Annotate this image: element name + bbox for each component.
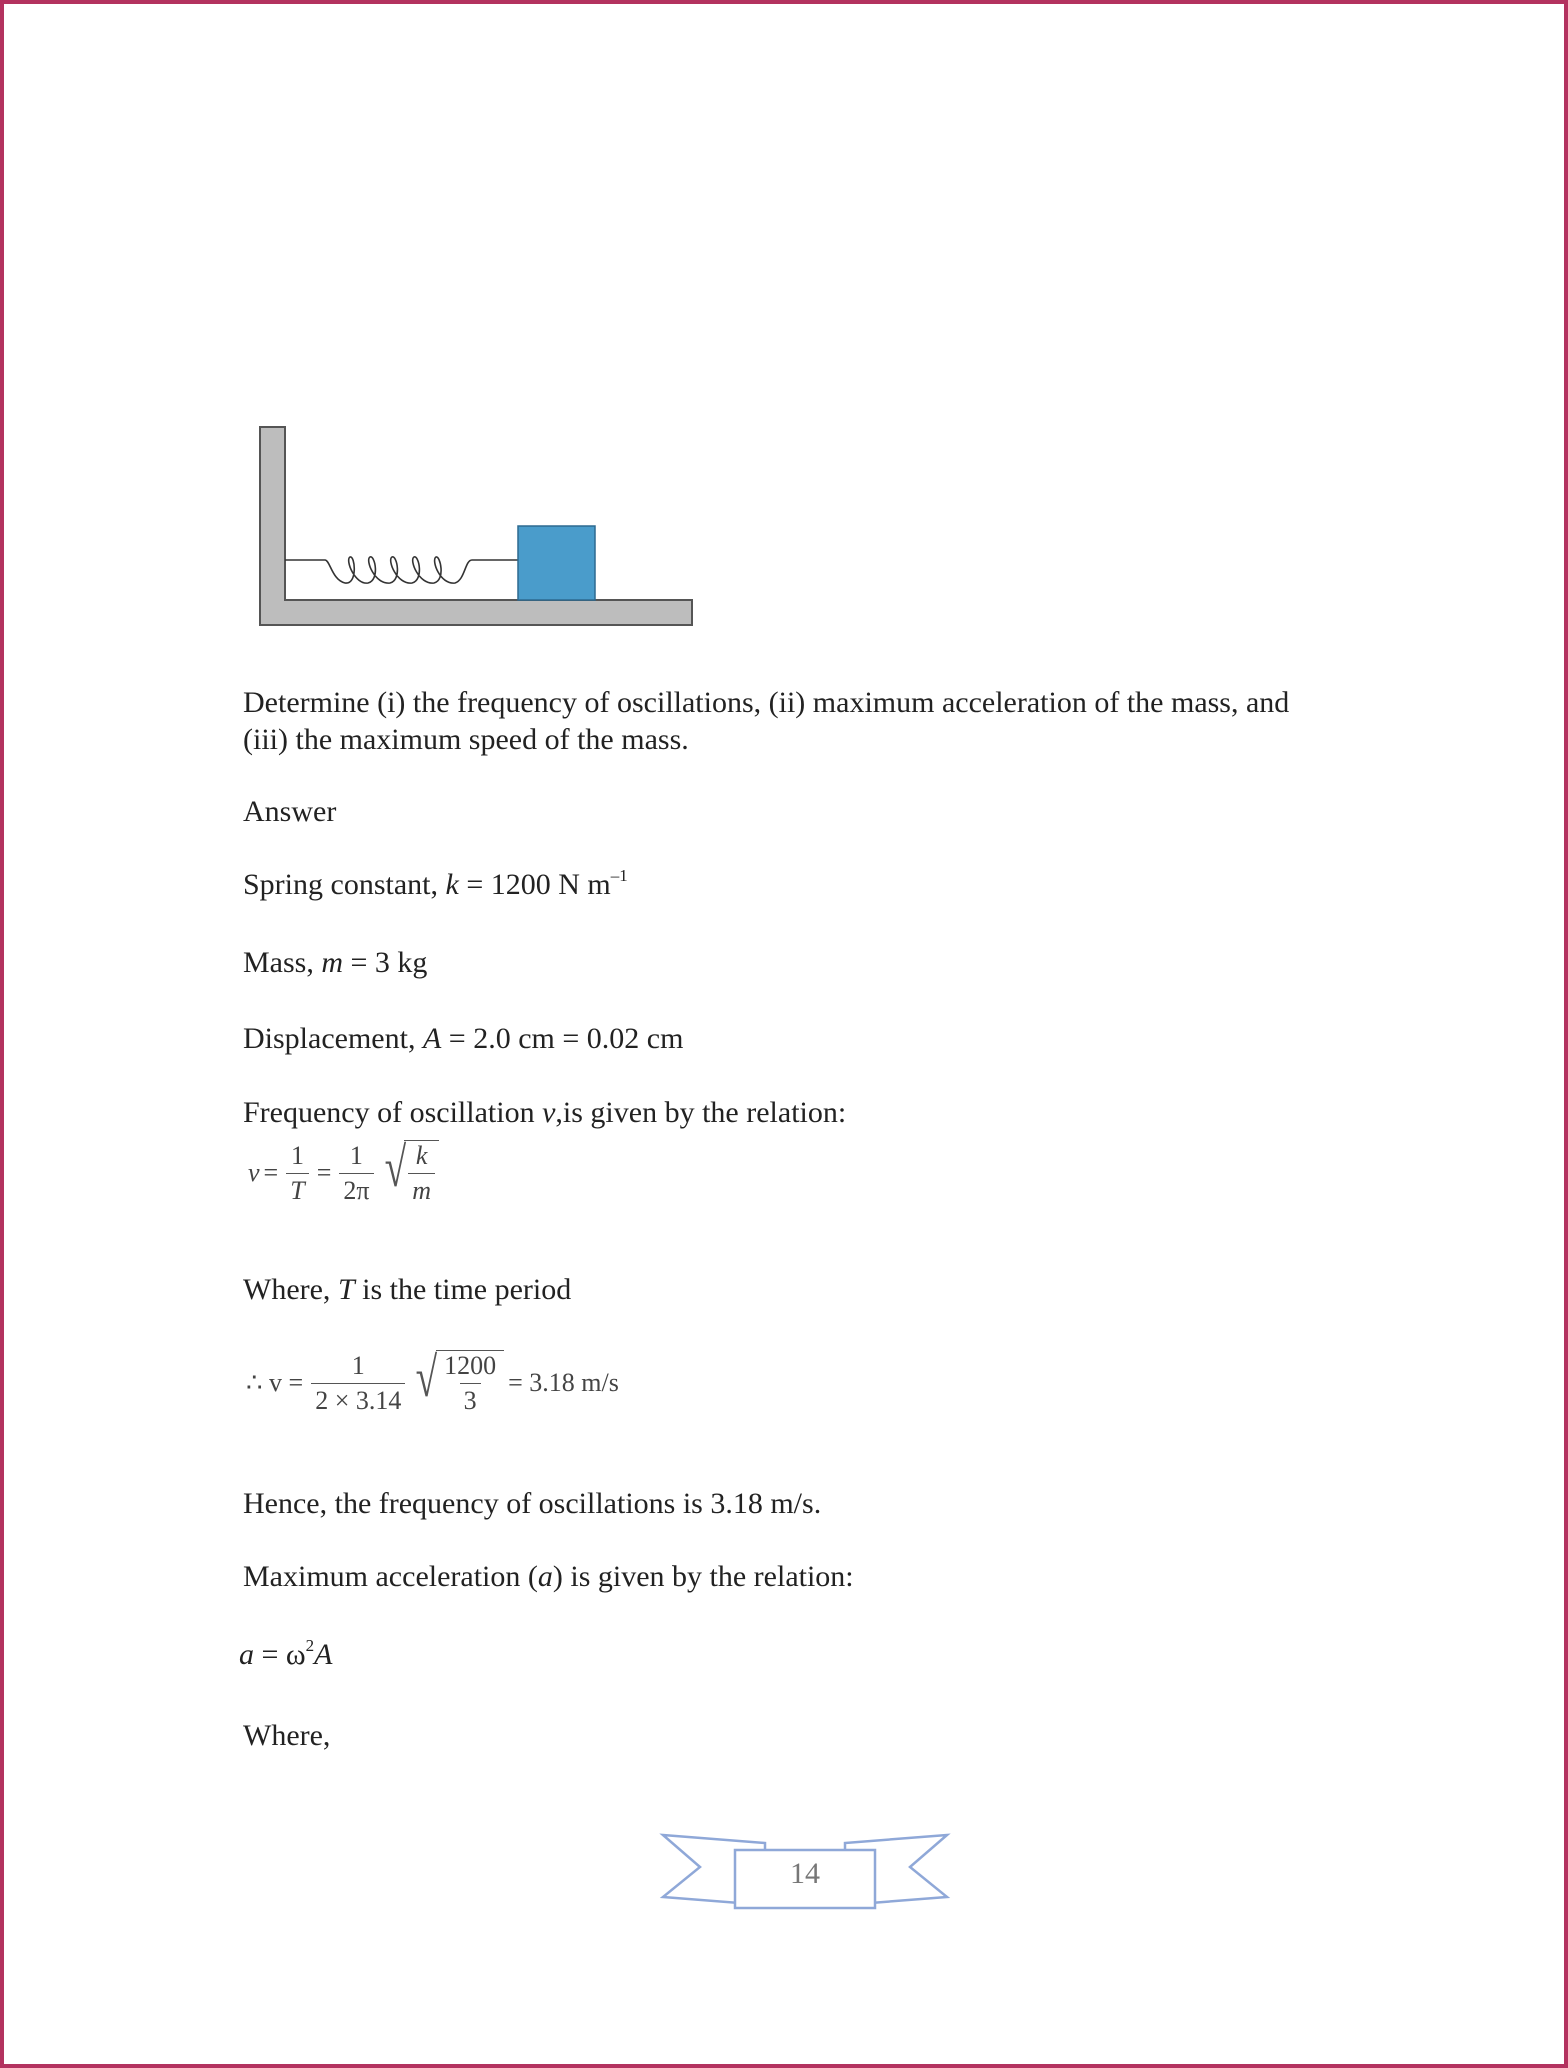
text: = ω (254, 1638, 306, 1671)
frequency-intro (243, 1095, 846, 1131)
spring-mass-diagram (250, 420, 700, 635)
label: Spring constant, (243, 868, 446, 901)
var: k (445, 868, 459, 901)
denominator: 2π (339, 1173, 373, 1206)
fraction (311, 1351, 405, 1416)
square-root (411, 1347, 504, 1416)
radical-icon: √ (416, 1347, 438, 1409)
denominator: 3 (460, 1383, 481, 1416)
formula-acceleration (239, 1637, 333, 1673)
question-line-2: (iii) the maximum speed of the mass. (243, 723, 689, 756)
lhs: ∴ v = (246, 1368, 304, 1397)
var: A (314, 1638, 333, 1671)
answer-label: Answer (243, 795, 337, 828)
fraction (286, 1141, 308, 1206)
equals: = (263, 1158, 279, 1187)
acceleration-intro (243, 1559, 854, 1595)
formula-frequency-calc (246, 1347, 623, 1416)
numerator: k (415, 1141, 428, 1170)
label: Mass, (243, 946, 322, 979)
var: m (321, 946, 344, 979)
value: = 1200 N m (458, 868, 611, 901)
page-number: 14 (790, 1857, 820, 1890)
question-line-1: Determine (i) the frequency of oscillations, (ii) maximum acceleration of the mass, and (243, 686, 1290, 719)
hence-statement: Hence, the frequency of oscillations is 3.18 m/s. (243, 1487, 822, 1520)
given-spring-constant (243, 867, 628, 903)
var: a (537, 1560, 553, 1593)
where-t (243, 1272, 571, 1308)
fraction (339, 1141, 373, 1206)
denominator: 2 × 3.14 (311, 1383, 405, 1416)
numerator: 1 (351, 1350, 365, 1380)
text: ) is given by the relation: (552, 1560, 854, 1593)
given-displacement (243, 1021, 683, 1057)
spring (285, 557, 518, 583)
exponent: 2 (305, 1636, 315, 1655)
value: = 3 kg (343, 946, 428, 979)
numerator: 1 (290, 1140, 304, 1170)
numerator: 1200 (444, 1351, 497, 1380)
result: = 3.18 m/s (508, 1368, 619, 1397)
label: Displacement, (243, 1022, 423, 1055)
exponent: –1 (610, 866, 628, 885)
denominator: T (286, 1173, 308, 1206)
denominator: m (408, 1173, 435, 1206)
wall-and-floor (260, 427, 692, 625)
value: = 2.0 cm = 0.02 cm (441, 1022, 684, 1055)
var: T (337, 1273, 355, 1306)
formula-frequency (248, 1137, 439, 1206)
text: Maximum acceleration ( (243, 1560, 538, 1593)
text: Where, (243, 1273, 338, 1306)
radical-icon: √ (384, 1137, 406, 1199)
text: ,is given by the relation: (555, 1096, 847, 1129)
lhs: v (248, 1158, 260, 1187)
var: a (239, 1638, 254, 1671)
mass-block (518, 526, 595, 600)
text: is the time period (354, 1273, 572, 1306)
text: Frequency of oscillation (243, 1096, 543, 1129)
equals: = (316, 1158, 332, 1187)
var: v (542, 1096, 556, 1129)
square-root (380, 1137, 440, 1206)
var: A (422, 1022, 442, 1055)
given-mass (243, 945, 427, 981)
numerator: 1 (349, 1140, 363, 1170)
where-label: Where, (243, 1719, 331, 1752)
